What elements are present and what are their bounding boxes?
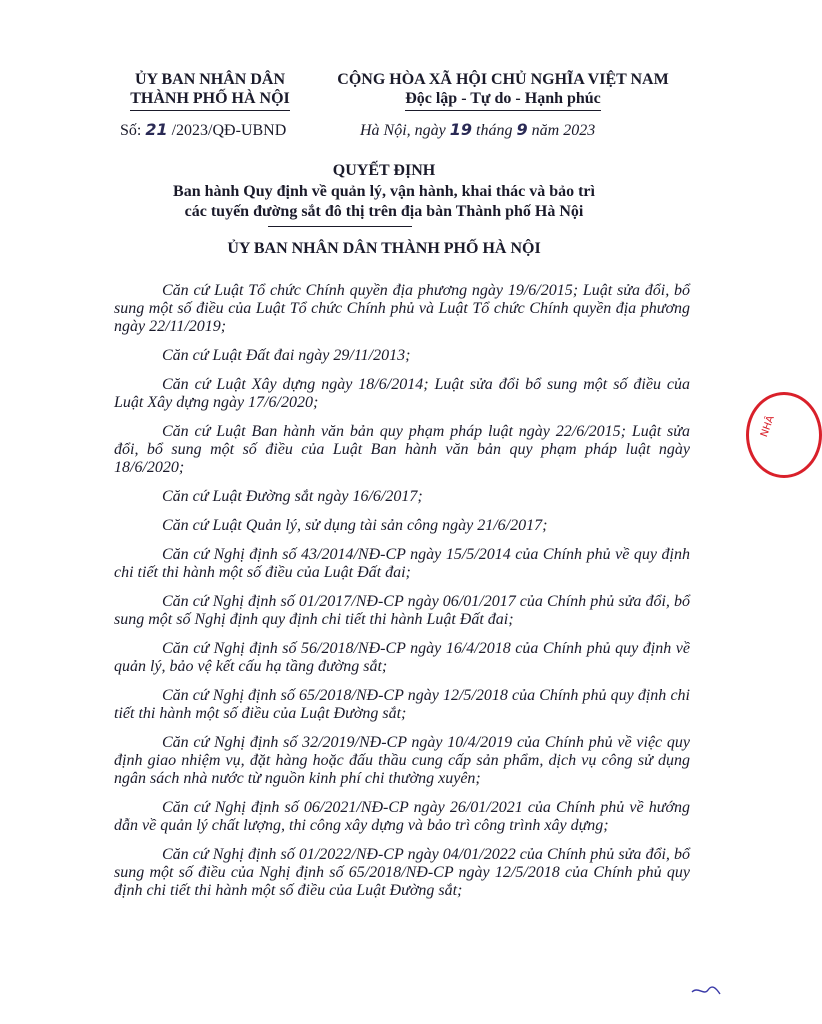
country-name: CỘNG HÒA XÃ HỘI CHỦ NGHĨA VIỆT NAM [337,71,669,88]
document-number [120,120,286,140]
authority-line-1: ỦY BAN NHÂN DÂN [134,71,286,88]
issuing-authority-header [104,70,316,111]
number-prefix: Số: [120,122,142,139]
seal-text: NHÂ [759,414,777,439]
legal-basis: Căn cứ Luật Ban hành văn bản quy phạm pháp luật ngày 22/6/2015; Luật sửa đổi, bổ sung một số điều của Luật Ban hành văn bản quy phạm pháp luật ngày 18/6/2020; [114,423,690,476]
date-prefix: Hà Nội, ngày [360,122,446,139]
legal-basis: Căn cứ Nghị định số 01/2017/NĐ-CP ngày 06/01/2017 của Chính phủ sửa đổi, bổ sung một số Nghị định quy định chi tiết thi hành Luật Đất đai; [114,593,690,628]
handwritten-day: 19 [449,120,473,139]
enacting-authority: ỦY BAN NHÂN DÂN THÀNH PHỐ HÀ NỘI [227,240,541,257]
legal-basis: Căn cứ Nghị định số 56/2018/NĐ-CP ngày 16/4/2018 của Chính phủ quy định về quản lý, bảo vệ kết cấu hạ tầng đường sắt; [114,640,690,675]
legal-basis: Căn cứ Luật Đất đai ngày 29/11/2013; [162,347,411,364]
legal-basis: Căn cứ Nghị định số 32/2019/NĐ-CP ngày 10/4/2019 của Chính phủ về việc quy định giao nhiệm vụ, đặt hàng hoặc đấu thầu cung cấp sản phẩm, dịch vụ công sử dụng ngân sách nhà nước từ nguồn kinh phí chi thường xuyên; [114,734,690,787]
handwritten-initial-icon [690,982,722,998]
number-suffix: /2023/QĐ-UBND [171,122,287,139]
legal-basis: Căn cứ Nghị định số 65/2018/NĐ-CP ngày 12/5/2018 của Chính phủ quy định chi tiết thi hành một số điều của Luật Đường sắt; [114,687,690,722]
date-month-label: tháng [476,122,513,139]
document-subtitle [0,182,768,222]
subtitle-line-2: các tuyến đường sắt đô thị trên địa bàn Thành phố Hà Nội [184,203,584,220]
issue-date [360,120,595,140]
legal-basis: Căn cứ Luật Xây dựng ngày 18/6/2014; Luật sửa đổi bổ sung một số điều của Luật Xây dựng ngày 17/6/2020; [114,376,690,411]
legal-basis: Căn cứ Luật Quản lý, sử dụng tài sản công ngày 21/6/2017; [162,517,548,534]
motto: Độc lập - Tự do - Hạnh phúc [405,89,601,111]
national-motto-header [318,70,688,111]
subtitle-divider [268,226,412,227]
handwritten-number: 21 [145,120,168,139]
authority-line-2: THÀNH PHỐ HÀ NỘI [130,89,290,111]
handwritten-month: 9 [516,120,528,139]
document-title: QUYẾT ĐỊNH [332,162,436,179]
date-year: năm 2023 [531,122,596,139]
legal-basis: Căn cứ Nghị định số 43/2014/NĐ-CP ngày 15/5/2014 của Chính phủ về quy định chi tiết thi hành một số điều của Luật Đất đai; [114,546,690,581]
subtitle-line-1: Ban hành Quy định về quản lý, vận hành, khai thác và bảo trì [173,183,595,200]
legal-basis: Căn cứ Nghị định số 01/2022/NĐ-CP ngày 04/01/2022 của Chính phủ sửa đổi, bổ sung một số điều của Nghị định số 65/2018/NĐ-CP ngày 12/5/2018 của Chính phủ quy định chi tiết thi hành một số điều của Luật Đường sắt; [114,846,690,899]
red-seal-stamp [746,392,822,478]
legal-basis: Căn cứ Luật Đường sắt ngày 16/6/2017; [162,488,423,505]
legal-bases [114,282,690,911]
legal-basis: Căn cứ Nghị định số 06/2021/NĐ-CP ngày 26/01/2021 của Chính phủ về hướng dẫn về quản lý chất lượng, thi công xây dựng và bảo trì công trình xây dựng; [114,799,690,834]
legal-basis: Căn cứ Luật Tổ chức Chính quyền địa phương ngày 19/6/2015; Luật sửa đổi, bổ sung một số điều của Luật Tổ chức Chính phủ và Luật Tổ chức Chính quyền địa phương ngày 22/11/2019; [114,282,690,335]
